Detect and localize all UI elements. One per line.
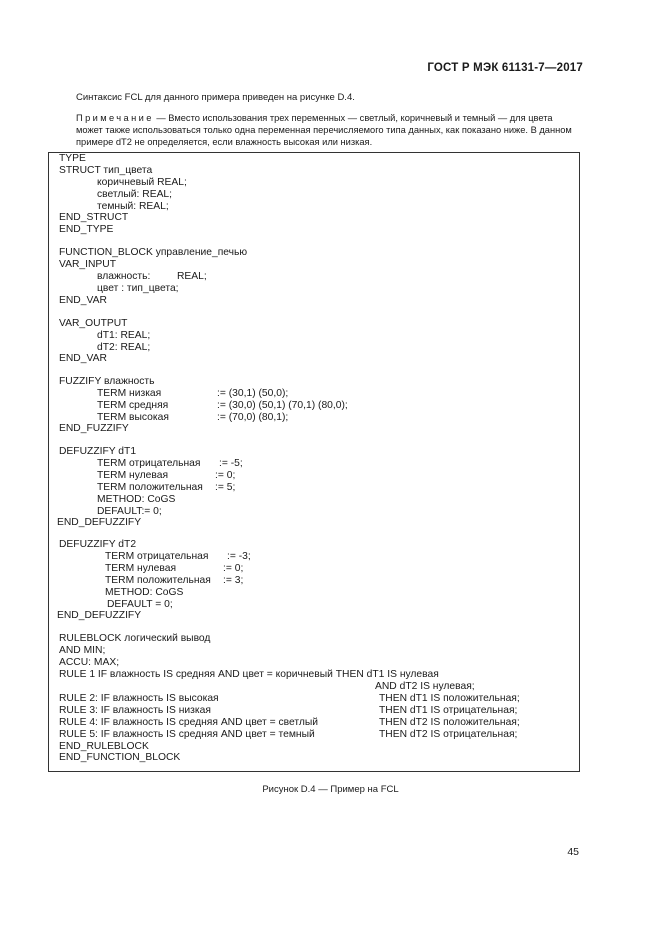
code-line: RULE 1 IF влажность IS средняя AND цвет = коричневый THEN dT1 IS нулевая xyxy=(59,669,439,680)
code-line: THEN dT2 IS положительная; xyxy=(379,717,520,728)
code-line: END_DEFUZZIFY xyxy=(57,517,142,528)
code-line: STRUCT тип_цвета xyxy=(59,165,153,176)
code-line: TERM отрицательная xyxy=(105,551,209,562)
code-line: темный: REAL; xyxy=(97,201,169,212)
code-line: RULEBLOCK логический вывод xyxy=(59,633,211,644)
note-lead: Примечание xyxy=(76,113,154,123)
code-line: := (70,0) (80,1); xyxy=(217,412,289,423)
code-line: THEN dT1 IS отрицательная; xyxy=(379,705,518,716)
code-line: := -3; xyxy=(227,551,251,562)
code-line: светлый: REAL; xyxy=(97,189,173,200)
code-line: dT2: REAL; xyxy=(97,342,151,353)
code-line: := 5; xyxy=(215,482,236,493)
code-line: := (30,1) (50,0); xyxy=(217,388,289,399)
code-line: TYPE xyxy=(59,153,86,164)
code-line: AND dT2 IS нулевая; xyxy=(375,681,475,692)
code-line: TERM положительная xyxy=(105,575,211,586)
code-line: DEFAULT = 0; xyxy=(107,599,173,610)
code-line: END_VAR xyxy=(59,353,107,364)
code-line: RULE 3: IF влажность IS низкая xyxy=(59,705,211,716)
code-line: коричневый REAL; xyxy=(97,177,187,188)
code-listing xyxy=(48,152,580,772)
code-line: DEFUZZIFY dT2 xyxy=(59,539,137,550)
code-line: END_DEFUZZIFY xyxy=(57,610,142,621)
code-line: END_FUZZIFY xyxy=(59,423,129,434)
code-line: END_RULEBLOCK xyxy=(59,741,149,752)
code-line: RULE 4: IF влажность IS средняя AND цвет = светлый xyxy=(59,717,319,728)
code-line: ACCU: MAX; xyxy=(59,657,120,668)
code-line: := 0; xyxy=(223,563,244,574)
page-number: 45 xyxy=(567,846,579,858)
code-line: влажность: xyxy=(97,271,151,282)
code-line: AND MIN; xyxy=(59,645,106,656)
code-line: END_STRUCT xyxy=(59,212,129,223)
code-line: RULE 2: IF влажность IS высокая xyxy=(59,693,219,704)
code-line: TERM положительная xyxy=(97,482,203,493)
code-line: THEN dT2 IS отрицательная; xyxy=(379,729,518,740)
code-line: DEFUZZIFY dT1 xyxy=(59,446,137,457)
code-line: := (30,0) (50,1) (70,1) (80,0); xyxy=(217,400,348,411)
code-line: TERM нулевая xyxy=(105,563,177,574)
figure-caption: Рисунок D.4 — Пример на FCL xyxy=(262,784,399,795)
code-line: METHOD: CoGS xyxy=(97,494,176,505)
code-line: TERM высокая xyxy=(97,412,169,423)
code-line: THEN dT1 IS положительная; xyxy=(379,693,520,704)
code-line: := 3; xyxy=(223,575,244,586)
intro-paragraph: Синтаксис FCL для данного примера приведен на рисунке D.4. xyxy=(76,92,355,103)
code-line: DEFAULT:= 0; xyxy=(97,506,162,517)
code-line: FUNCTION_BLOCK управление_печью xyxy=(59,247,248,258)
code-line: REAL; xyxy=(177,271,207,282)
note-paragraph xyxy=(76,112,576,148)
code-line: METHOD: CoGS xyxy=(105,587,184,598)
code-line: TERM низкая xyxy=(97,388,162,399)
code-line: TERM средняя xyxy=(97,400,169,411)
code-line: VAR_INPUT xyxy=(59,259,117,270)
code-line: := -5; xyxy=(219,458,243,469)
code-line: END_TYPE xyxy=(59,224,114,235)
code-line: END_FUNCTION_BLOCK xyxy=(59,752,181,763)
code-line: RULE 5: IF влажность IS средняя AND цвет = темный xyxy=(59,729,315,740)
code-line: END_VAR xyxy=(59,295,107,306)
code-line: FUZZIFY влажность xyxy=(59,376,155,387)
code-line: цвет : тип_цвета; xyxy=(97,283,179,294)
code-line: TERM отрицательная xyxy=(97,458,201,469)
code-line: := 0; xyxy=(215,470,236,481)
code-line: TERM нулевая xyxy=(97,470,169,481)
document-header: ГОСТ Р МЭК 61131-7—2017 xyxy=(427,62,583,74)
code-line: dT1: REAL; xyxy=(97,330,151,341)
note-text: — Вместо использования трех переменных — светлый, коричневый и темный — для цвета может также использоваться только одна переменная перечисляемого типа данных, как показано ниже. В данном примере dT2 не определяется, если влажность высокая или низкая. xyxy=(76,113,572,147)
code-line: VAR_OUTPUT xyxy=(59,318,128,329)
